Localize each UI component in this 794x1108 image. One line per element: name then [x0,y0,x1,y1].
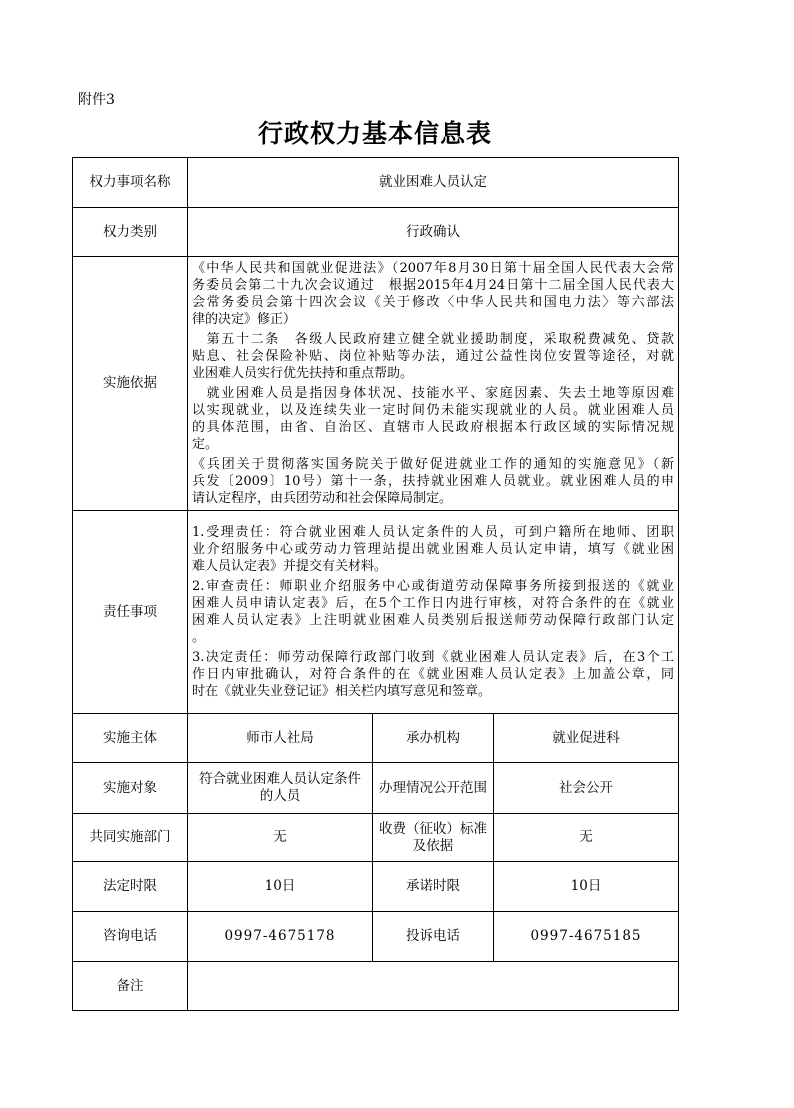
fee-basis-label-line: 及依据 [412,837,454,854]
implementing-body-label: 实施主体 [73,714,188,763]
legal-basis-line: 《兵团关于贯彻落实国务院关于做好促进就业工作的通知的实施意见》（新 [192,457,674,472]
responsibility-line: 困难人员申请认定表》后，在5个工作日内进行审核，对符合条件的在《就业 [192,596,674,611]
remarks-label: 备注 [73,962,188,1011]
table-row [73,714,679,763]
power-category-value: 行政确认 [188,208,679,257]
responsibility-paragraph [192,578,674,646]
table-row [73,862,679,912]
responsibilities-text [188,511,679,714]
legal-basis-line: 定。 [192,437,219,452]
responsibility-paragraph [192,649,674,700]
promised-time-limit-label: 承诺时限 [373,862,494,912]
legal-basis-line: 第五十二条 各级人民政府建立健全就业援助制度，采取税费减免、贷款 [192,332,674,347]
disclosure-scope-value: 社会公开 [494,763,679,814]
responsibility-line: 业介绍服务中心或劳动力管理站提出就业困难人员认定申请，填写《就业困 [192,542,674,557]
info-table [72,157,679,1011]
legal-basis-paragraph [192,331,674,382]
responsibility-paragraph [192,524,674,575]
fee-basis-label [373,814,494,862]
table-row [73,962,679,1011]
legal-basis-line: 会常务委员会第十四次会议《关于修改〈中华人民共和国电力法〉等六部法 [192,295,674,310]
implementing-body-value: 师市人社局 [188,714,373,763]
fee-basis-label-line: 收费（征收）标准 [379,820,487,837]
legal-basis-line: 业困难人员实行优先扶持和重点帮助。 [192,366,414,381]
table-row [73,158,679,208]
statutory-time-limit-value: 10日 [188,862,373,912]
target-value-line: 符合就业困难人员认定条件 [199,771,361,787]
table-row [73,511,679,714]
legal-basis-line: 请认定程序，由兵团劳动和社会保障局制定。 [192,491,453,506]
responsibility-line: 作日内审批确认，对符合条件的在《就业困难人员认定表》上加盖公章，同 [192,667,674,682]
legal-basis-line: 贴息、社会保险补贴、岗位补贴等办法，通过公益性岗位安置等途径，对就 [192,349,674,364]
inquiry-phone-label: 咨询电话 [73,912,188,962]
legal-basis-line: 就业困难人员是指因身体状况、技能水平、家庭因素、失去土地等原因难 [192,386,674,401]
fee-basis-value: 无 [494,814,679,862]
handling-agency-value: 就业促进科 [494,714,679,763]
responsibilities-label: 责任事项 [73,511,188,714]
joint-departments-label: 共同实施部门 [73,814,188,862]
handling-agency-label: 承办机构 [373,714,494,763]
power-category-label: 权力类别 [73,208,188,257]
legal-basis-text [188,257,679,511]
inquiry-phone-value: 0997-4675178 [188,912,373,962]
promised-time-limit-value: 10日 [494,862,679,912]
legal-basis-line: 以实现就业，以及连续失业一定时间仍未能实现就业的人员。就业困难人员 [192,403,674,418]
legal-basis-paragraph [192,260,674,328]
legal-basis-paragraph [192,385,674,453]
responsibility-line: 。 [192,630,206,645]
disclosure-scope-label: 办理情况公开范围 [373,763,494,814]
table-row [73,763,679,814]
table-row [73,912,679,962]
legal-basis-line: 的具体范围，由省、自治区、直辖市人民政府根据本行政区域的实际情况规 [192,420,674,435]
joint-departments-value: 无 [188,814,373,862]
item-name-label: 权力事项名称 [73,158,188,208]
complaint-phone-label: 投诉电话 [373,912,494,962]
legal-basis-line: 务委员会第二十九次会议通过 根据2015年4月24日第十二届全国人民代表大 [192,278,674,293]
statutory-time-limit-label: 法定时限 [73,862,188,912]
responsibility-line: 难人员认定表》并提交有关材料。 [192,559,388,574]
page-title: 行政权力基本信息表 [257,119,492,148]
legal-basis-label: 实施依据 [73,257,188,511]
target-label: 实施对象 [73,763,188,814]
target-value [188,763,373,814]
legal-basis-line: 《中华人民共和国就业促进法》（2007年8月30日第十届全国人民代表大会常 [192,261,674,276]
target-value-line: 的人员 [259,788,301,804]
legal-basis-line: 兵发〔2009〕10号）第十一条，扶持就业困难人员就业。就业困难人员的申 [192,474,674,489]
responsibility-line: 时在《就业失业登记证》相关栏内填写意见和签章。 [192,684,492,699]
table-row [73,814,679,862]
responsibility-line: 3.决定责任：师劳动保障行政部门收到《就业困难人员认定表》后，在3个工 [192,650,674,665]
remarks-value [188,962,679,1011]
table-row [73,208,679,257]
attachment-label: 附件3 [78,92,115,108]
responsibility-line: 困难人员认定表》上注明就业困难人员类别后报送师劳动保障行政部门认定 [192,613,674,628]
complaint-phone-value: 0997-4675185 [494,912,679,962]
responsibility-line: 1.受理责任：符合就业困难人员认定条件的人员，可到户籍所在地师、团职 [192,525,674,540]
legal-basis-paragraph [192,456,674,507]
responsibility-line: 2.审查责任：师职业介绍服务中心或街道劳动保障事务所接到报送的《就业 [192,579,674,594]
legal-basis-line: 律的决定》修正） [192,312,297,327]
table-row [73,257,679,511]
item-name-value: 就业困难人员认定 [188,158,679,208]
